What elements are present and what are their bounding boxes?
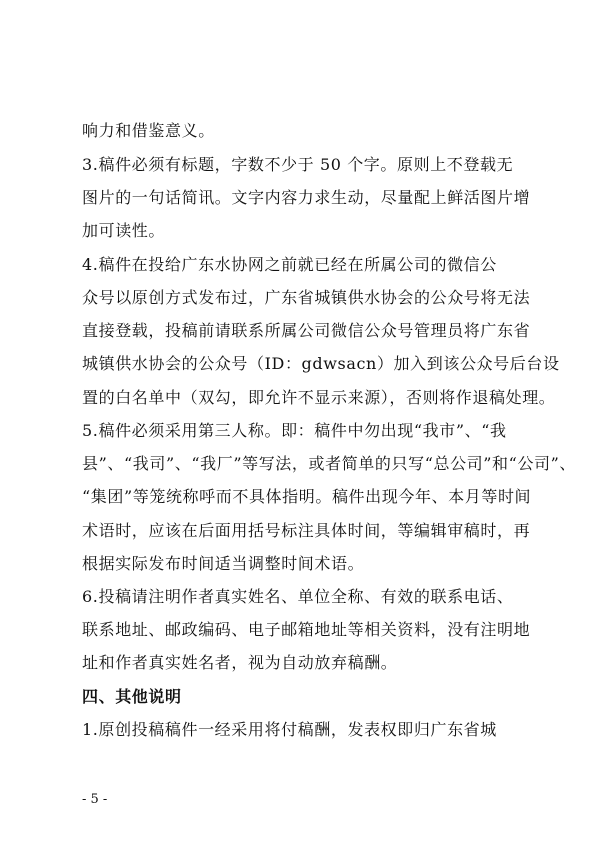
text-line: 加可读性。 [82,221,166,240]
text-line: 1.原创投稿稿件一经采用将付稿酬，发表权即归广东省城 [82,720,497,739]
text-line: 直接登载，投稿前请联系所属公司微信公众号管理员将广东省 [82,321,531,340]
text-line: 联系地址、邮政编码、电子邮箱地址等相关资料，没有注明地 [82,620,531,639]
text-line: 图片的一句话简讯。文字内容力求生动，尽量配上鲜活图片增 [82,188,531,207]
page-number: - 5 - [82,792,108,807]
text-line: 址和作者真实姓名者，视为自动放弃稿酬。 [82,653,398,672]
text-line: 众号以原创方式发布过，广东省城镇供水协会的公众号将无法 [82,288,531,307]
text-line: “集团”等笼统称呼而不具体指明。稿件出现今年、本月等时间 [82,487,532,506]
text-line: 县”、“我司”、“我厂”等写法，或者简单的只写“总公司”和“公司”、 [82,454,577,473]
section-heading: 四、其他说明 [82,687,182,706]
text-line: 4.稿件在投给广东水协网之前就已经在所属公司的微信公 [82,255,497,274]
text-line: 3.稿件必须有标题，字数不少于 50 个字。原则上不登载无 [82,155,514,174]
text-line: 响力和借鉴意义。 [82,121,215,140]
text-line: 根据实际发布时间适当调整时间术语。 [82,554,365,573]
text-line: 术语时，应该在后面用括号标注具体时间，等编辑审稿时，再 [82,521,531,540]
text-line: 5.稿件必须采用第三人称。即：稿件中勿出现“我市”、“我 [82,421,507,440]
text-line: 6.投稿请注明作者真实姓名、单位全称、有效的联系电话、 [82,587,514,606]
text-line: 城镇供水协会的公众号（ID：gdwsacn）加入到该公众号后台设 [82,354,560,373]
text-line: 置的白名单中（双勾，即允许不显示来源），否则将作退稿处理。 [82,388,556,407]
